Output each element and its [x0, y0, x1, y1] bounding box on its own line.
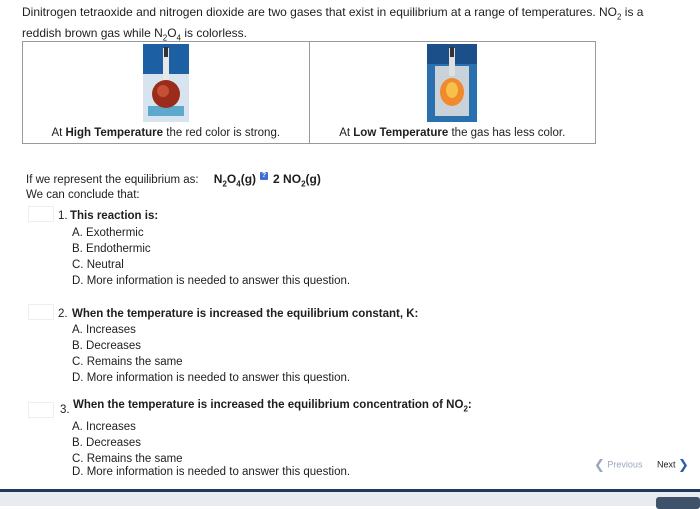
equilibrium-line [26, 172, 321, 188]
next-button[interactable]: Next ❯ [657, 457, 689, 472]
figure-table [22, 41, 596, 144]
question-text: This reaction is: [70, 210, 159, 222]
conclusion-lead: We can conclude that: [26, 189, 140, 201]
answer-box-q3[interactable] [28, 402, 54, 418]
intro-sub: 2 [162, 33, 168, 43]
figure-caption-low: At Low Temperature the gas has less color. [339, 127, 566, 139]
answer-box-q2[interactable] [28, 304, 54, 320]
answer-box-q1[interactable] [28, 206, 54, 222]
option-a: A. Increases [72, 421, 136, 433]
figure-high-temp [23, 42, 310, 143]
flask-low-temp-image [427, 44, 477, 122]
question-text: When the temperature is increased the equilibrium concentration of $NO_2$: [73, 399, 472, 414]
question-number: 2. [58, 308, 68, 320]
option-c: C. Neutral [72, 259, 124, 271]
figure-caption-high: At High Temperature the red color is strong. [51, 127, 281, 139]
option-b: B. Endothermic [72, 243, 151, 255]
save-button[interactable] [656, 497, 700, 509]
option-c: C. Remains the same [72, 356, 183, 368]
question-text: When the temperature is increased the equilibrium constant, K: [72, 308, 419, 320]
intro-line1: Dinitrogen tetraoxide and nitrogen dioxide are two gases that exist in equilibrium at a range of temperatures. NO [22, 5, 617, 19]
previous-button[interactable]: ❮ Previous [594, 457, 643, 472]
intro-line1-end: is a [621, 5, 644, 19]
intro-line2: reddish brown gas while N [22, 26, 163, 41]
question-number: 3. [60, 404, 70, 416]
bottom-toolbar [0, 492, 700, 506]
option-c: C. Remains the same [72, 453, 183, 465]
question-number: 1. [58, 210, 68, 222]
equilibrium-arrow-icon: ? [261, 172, 267, 179]
option-b: B. Decreases [72, 437, 142, 449]
option-d: D. More information is needed to answer this question. [72, 275, 351, 287]
equilibrium-lead: If we represent the equilibrium as: [26, 174, 199, 186]
option-a: A. Exothermic [72, 227, 144, 239]
chevron-left-icon: ❮ [594, 457, 605, 472]
intro-line2-end: is colorless. [181, 26, 248, 41]
intro-line2-mid: O [167, 26, 177, 41]
option-b: B. Decreases [72, 340, 142, 352]
chevron-right-icon: ❯ [678, 457, 689, 472]
intro-sub: 4 [176, 33, 181, 43]
flask-high-temp-image [143, 44, 189, 122]
option-d: D. More information is needed to answer this question. [72, 466, 351, 478]
option-a: A. Increases [72, 324, 136, 336]
equilibrium-equation: $N_2O_4(g)$ ? 2 $NO_2(g)$ [213, 172, 321, 189]
intro-sub: 2 [617, 12, 622, 22]
figure-low-temp [310, 42, 596, 143]
option-d: D. More information is needed to answer this question. [72, 372, 351, 384]
